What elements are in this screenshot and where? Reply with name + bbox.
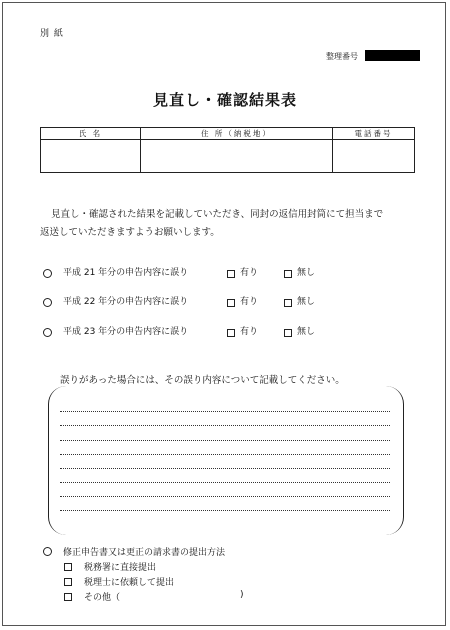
submission-option-row (64, 590, 254, 604)
question-label: 平成 23 年分の申告内容に誤り (63, 327, 189, 337)
serial-number-label: 整理番号 (326, 52, 358, 61)
error-description-box[interactable] (48, 386, 404, 535)
intro-text (40, 206, 383, 242)
question-label: 平成 21 年分の申告内容に誤り (63, 268, 189, 278)
attachment-label: 別 紙 (40, 29, 64, 39)
document-title: 見直し・確認結果表 (152, 91, 297, 109)
option-label: 税理士に依頼して提出 (84, 578, 175, 588)
option-no-label: 無し (297, 327, 316, 337)
closing-parenthesis: ) (240, 590, 244, 600)
checkbox-yes[interactable] (227, 270, 235, 278)
option-yes-label: 有り (240, 297, 259, 307)
error-box-instruction: 誤りがあった場合には、その誤り内容について記載してください。 (60, 375, 345, 386)
writing-line (60, 425, 390, 426)
phone-column-header: 電話番号 (333, 128, 415, 140)
submission-option-row (64, 575, 264, 589)
question-row-h23 (43, 325, 343, 339)
circle-bullet-icon (43, 547, 52, 556)
option-no-label: 無し (297, 268, 316, 278)
option-no-label: 無し (297, 297, 316, 307)
option-label: その他（ (84, 593, 121, 603)
address-field[interactable] (141, 140, 333, 173)
circle-bullet-icon (43, 269, 52, 278)
writing-line (60, 411, 390, 412)
option-yes-label: 有り (240, 327, 259, 337)
submission-method-section (43, 545, 343, 559)
name-field[interactable] (41, 140, 141, 173)
submission-heading: 修正申告書又は更正の請求書の提出方法 (63, 548, 226, 558)
checkbox-yes[interactable] (227, 299, 235, 307)
writing-line (60, 496, 390, 497)
option-yes-label: 有り (240, 268, 259, 278)
intro-line-2: 返送していただきますようお願いします。 (40, 227, 220, 238)
writing-line (60, 482, 390, 483)
checkbox-no[interactable] (284, 329, 292, 337)
checkbox-tax-accountant[interactable] (64, 578, 72, 586)
circle-bullet-icon (43, 328, 52, 337)
checkbox-yes[interactable] (227, 329, 235, 337)
checkbox-other[interactable] (64, 593, 72, 601)
writing-line (60, 440, 390, 441)
circle-bullet-icon (43, 298, 52, 307)
redacted-serial-number (365, 50, 420, 61)
question-row-h21 (43, 266, 343, 280)
question-label: 平成 22 年分の申告内容に誤り (63, 297, 189, 307)
writing-line (60, 454, 390, 455)
checkbox-no[interactable] (284, 270, 292, 278)
address-column-header: 住 所（納税地） (141, 128, 333, 140)
checkbox-direct-submission[interactable] (64, 563, 72, 571)
submission-option-row (64, 560, 264, 574)
question-row-h22 (43, 295, 343, 309)
taxpayer-info-table (40, 127, 415, 173)
writing-line (60, 468, 390, 469)
intro-line-1: 見直し・確認された結果を記載していただき、同封の返信用封筒にて担当まで (51, 209, 384, 220)
writing-line (60, 510, 390, 511)
name-column-header: 氏 名 (41, 128, 141, 140)
phone-field[interactable] (333, 140, 415, 173)
option-label: 税務署に直接提出 (84, 563, 157, 573)
checkbox-no[interactable] (284, 299, 292, 307)
